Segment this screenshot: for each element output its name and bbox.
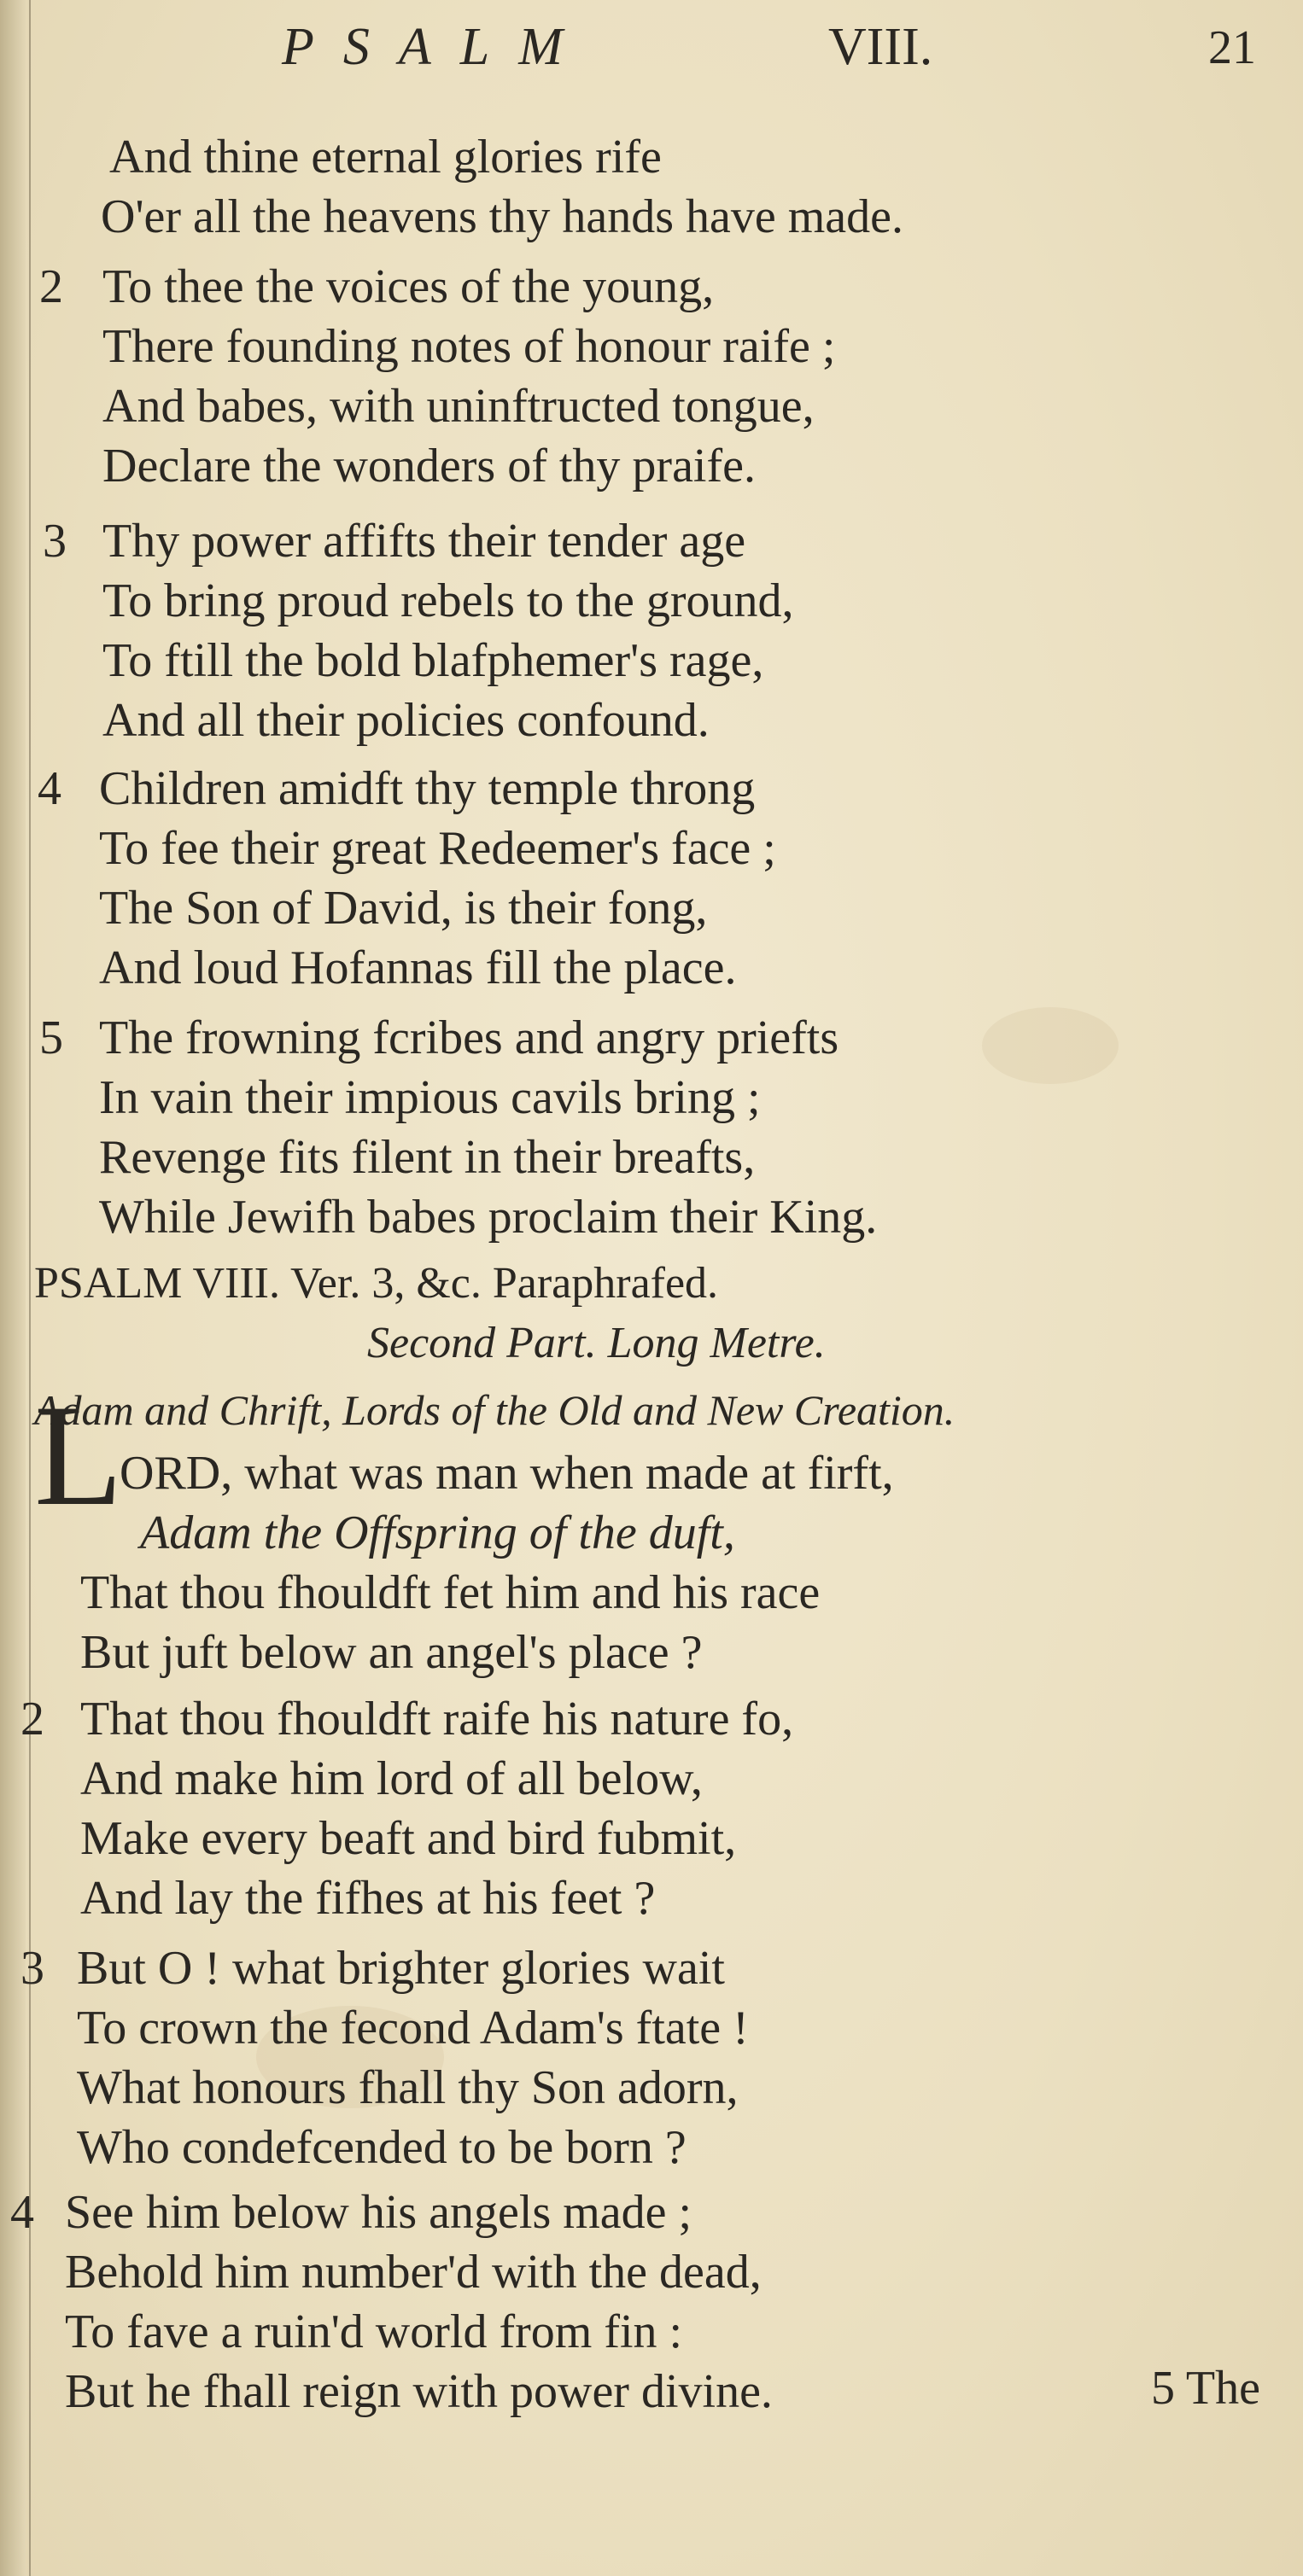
verse-line: And thine eternal glories rife <box>109 131 662 184</box>
stanza-number: 2 <box>20 1693 44 1746</box>
verse-line: To fave a ruin'd world from fin : <box>65 2305 683 2358</box>
running-header <box>0 17 1303 85</box>
verse-line: In vain their impious cavils bring ; <box>99 1071 761 1124</box>
verse-line: While Jewifh babes proclaim their King. <box>99 1191 878 1244</box>
header-psalm-number: VIII. <box>828 18 933 76</box>
verse-line: There founding notes of honour raife ; <box>102 320 836 373</box>
verse-line: Thy power affifts their tender age <box>102 515 746 568</box>
verse-line: Behold him number'd with the dead, <box>65 2246 762 2299</box>
stanza-number: 3 <box>20 1942 44 1995</box>
verse-line: And loud Hofannas fill the place. <box>99 941 737 994</box>
verse-line: The frowning fcribes and angry priefts <box>99 1011 839 1064</box>
header-title: PSALM <box>282 18 592 76</box>
verse-line: To fee their great Redeemer's face ; <box>99 822 776 875</box>
stanza-number: 4 <box>38 762 61 815</box>
section-subtitle: Adam and Chrift, Lords of the Old and New Creation. <box>34 1386 955 1434</box>
stanza-number: 4 <box>10 2186 34 2239</box>
verse-line: And all their policies confound. <box>102 694 710 747</box>
verse-line: The Son of David, is their fong, <box>99 882 708 935</box>
verse-line: That thou fhouldft fet him and his race <box>80 1566 821 1619</box>
verse-line: But he fhall reign with power divine. <box>65 2365 773 2418</box>
verse-line: To bring proud rebels to the ground, <box>102 574 794 627</box>
verse-line: And make him lord of all below, <box>80 1752 703 1805</box>
section-subheading: Second Part. Long Metre. <box>367 1319 826 1367</box>
paper-stain <box>982 1007 1119 1084</box>
stanza-number: 3 <box>43 515 67 568</box>
verse-line: To ftill the bold blafphemer's rage, <box>102 634 764 687</box>
verse-line: And lay the fifhes at his feet ? <box>80 1872 656 1925</box>
verse-line: To thee the voices of the young, <box>102 260 715 313</box>
verse-line: And babes, with uninftructed tongue, <box>102 380 815 433</box>
verse-line: Make every beaft and bird fubmit, <box>80 1812 737 1865</box>
verse-line: Children amidft thy temple throng <box>99 762 756 815</box>
page-number: 21 <box>1208 21 1256 74</box>
verse-line: ORD, what was man when made at firft, <box>120 1447 894 1500</box>
verse-line: Who condefcended to be born ? <box>77 2121 687 2174</box>
verse-line: O'er all the heavens thy hands have made. <box>101 190 903 243</box>
verse-line: Revenge fits filent in their breafts, <box>99 1131 756 1184</box>
verse-line: Adam the Offspring of the duft, <box>140 1507 735 1559</box>
verse-line: To crown the fecond Adam's ftate ! <box>77 2002 749 2054</box>
verse-line: But juft below an angel's place ? <box>80 1626 703 1679</box>
stanza-number: 2 <box>39 260 63 313</box>
stanza-number: 5 <box>39 1011 63 1064</box>
verse-line: What honours fhall thy Son adorn, <box>77 2061 739 2114</box>
catchword: 5 The <box>1150 2362 1260 2415</box>
drop-cap: L <box>34 1375 123 1536</box>
verse-line: But O ! what brighter glories wait <box>77 1942 725 1995</box>
section-heading: PSALM VIII. Ver. 3, &c. Paraphrafed. <box>34 1259 719 1308</box>
verse-line: See him below his angels made ; <box>65 2186 692 2239</box>
verse-line: That thou fhouldft raife his nature fo, <box>80 1693 794 1746</box>
verse-line: Declare the wonders of thy praife. <box>102 440 756 492</box>
